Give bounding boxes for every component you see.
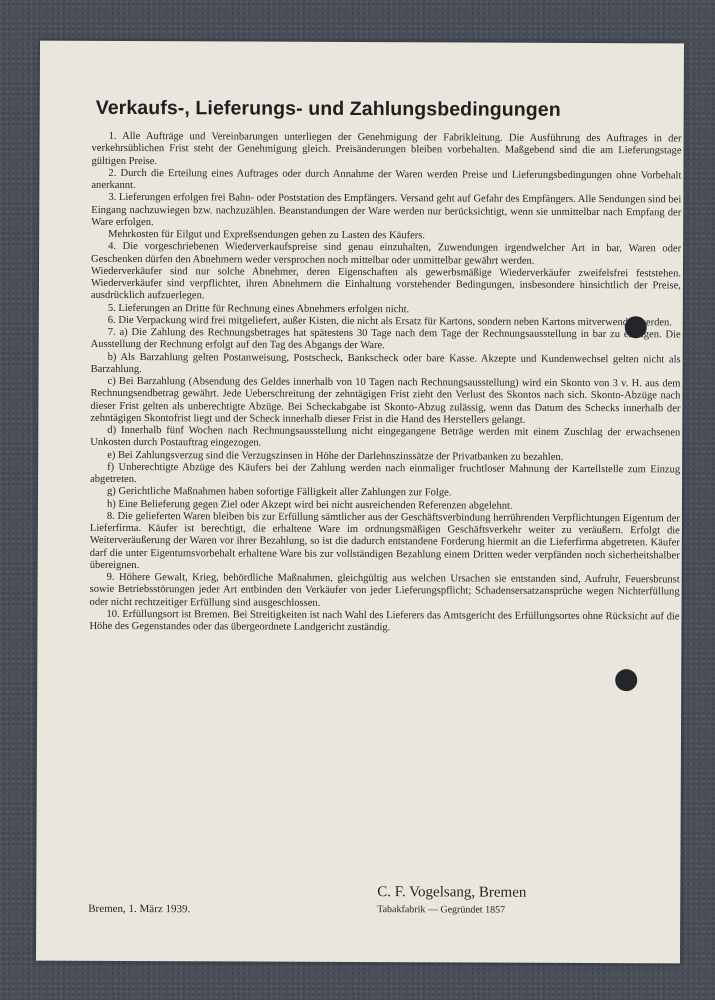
paragraph-10: 10. Erfüllungsort ist Bremen. Bei Streitigkeiten ist nach Wahl des Lieferers das Amtsgericht des Erfüllungsortes ohne Rücksicht auf die Höhe des Gegenstandes oder das übergeordnete Landgericht zuständig. — [89, 608, 680, 634]
paragraph-3-extra-costs: Mehrkosten für Eilgut und Expreßsendungen gehen zu Lasten des Käufers. — [108, 228, 426, 242]
company-name: C. F. Vogelsang, Bremen — [377, 884, 527, 901]
paragraph-5: 5. Lieferungen an Dritte für Rechnung eines Abnehmers erfolgen nicht. — [107, 302, 410, 315]
paragraph-1: 1. Alle Aufträge und Vereinbarungen unterliegen der Genehmigung der Fabrikleitung. Die Ausführung des Auftrages in der verkehrsüblichen Frist steht der Genehmigung gleich. Preisänderungen bleiben vorbehalten. Maßgebend sind die am Lieferungstage gültigen Preise. — [91, 130, 682, 167]
paragraph-3: 3. Lieferungen erfolgen frei Bahn- oder Poststation des Empfängers. Versand geht auf Gefahr des Empfängers. Alle Sendungen sind bei Eingang nachzuwiegen bzw. nachzuzählen. Beanstandungen der Ware werden nur berücksichtigt, wenn sie unmittelbar nach Empfang der Ware erfolgen. — [91, 192, 682, 228]
paragraph-7e: e) Bei Zahlungsverzug sind die Verzugszinsen in Höhe der Darlehnszinssätze der Privatbanken zu bezahlen. — [107, 449, 564, 463]
company-subline: Tabakfabrik — Gegründet 1857 — [377, 904, 506, 916]
punch-hole-bottom — [615, 669, 637, 691]
document-page — [36, 41, 684, 964]
paragraph-8: 8. Die gelieferten Waren bleiben bis zur Erfüllung sämtlicher aus der Geschäftsverbindung herrührenden Verpflichtungen Eigentum der Lieferfirma. Käufer ist berechtigt, die erhaltene Ware im ordnungsmäßigen Geschäftsverkehr weiter zu veräußern. Erfolgt die Weiterveräußerung der Waren vor ihrer Bezahlung, so ist die dadurch entstandene Forderung hiermit an die Lieferfirma abgetreten. Käufer darf die unter Eigentumsvorbehalt erhaltene Ware bis zur vollständigen Bezahlung einem Dritten weder verpfänden noch sicherheitshalber übereignen. — [89, 510, 680, 571]
place-date: Bremen, 1. März 1939. — [88, 902, 191, 916]
paragraph-9: 9. Höhere Gewalt, Krieg, behördliche Maßnahmen, gleichgültig aus welchen Ursachen sie entstanden sind, Aufruhr, Feuersbrunst sowie Betriebsstörungen jeder Art entbinden den Verkäufer von jeder Lieferungspflicht; Schadensersatzansprüche wegen Nichterfüllung oder nicht rechtzeitiger Erfüllung sind ausgeschlossen. — [89, 571, 680, 609]
paragraph-6: 6. Die Verpackung wird frei mitgeliefert, außer Kisten, die nicht als Ersatz für Kartons, sondern neben Kartons mitverwendet werden. — [107, 314, 672, 329]
paragraph-7b: b) Als Barzahlung gelten Postanweisung, Postscheck, Bankscheck oder bare Kasse. Akzepte und Kundenwechsel gelten nicht als Barzahlung. — [90, 351, 681, 375]
terms-body — [89, 131, 681, 636]
paragraph-7d: d) Innerhalb fünf Wochen nach Rechnungsausstellung nicht eingegangene Beträge werden mit einem Zuschlag der erwachsenen Unkosten durch Postauftrag eingezogen. — [90, 424, 681, 449]
paragraph-7f: f) Unberechtigte Abzüge des Käufers bei der Zahlung werden nach einmaliger fruchtloser Mahnung der Kartellstelle zum Einzug abgetreten. — [90, 461, 681, 486]
document-title: Verkaufs-, Lieferungs- und Zahlungsbedingungen — [95, 96, 561, 121]
paragraph-7h: h) Eine Belieferung gegen Ziel oder Akzept wird bei nicht ausreichenden Referenzen abgelehnt. — [106, 498, 513, 512]
paragraph-4-resellers: Wiederverkäufer sind nur solche Abnehmer, deren Eigenschaften als gewerbsmäßige Wiederverkäufer zweifelsfrei feststehen. Wiederverkäufer sind verpflichtet, ihren Abnehmern die Einhaltung vorstehender Bedingungen, insbesondere hinsichtlich der Preise, ausdrücklich aufzuerlegen. — [90, 265, 682, 302]
company-signature — [377, 884, 526, 916]
paragraph-2: 2. Durch die Erteilung eines Auftrages oder durch Annahme der Waren werden Preise und Lieferungsbedingungen ohne Vorbehalt anerkannt. — [91, 167, 682, 192]
paragraph-7g: g) Gerichtliche Maßnahmen haben sofortige Fälligkeit aller Zahlungen zur Folge. — [107, 486, 452, 499]
paragraph-7a: 7. a) Die Zahlung des Rechnungsbetrages hat spätestens 30 Tage nach dem Tage der Rechnungsausstellung in bar zu erfolgen. Die Ausstellung der Rechnung erfolgt auf den Tag des Abgangs der Ware. — [90, 326, 681, 352]
paragraph-7c: c) Bei Barzahlung (Absendung des Geldes innerhalb von 10 Tagen nach Rechnungsausstellung) wird ein Skonto von 3 v. H. aus dem Rechnungsendbetrag gewährt. Jede Ueberschreitung der zehntägigen Frist zieht den Verlust des Skontos nach sich. Skonto-Abzüge nach dieser Frist gelten als unberechtigte Abzüge. Bei Scheckabgabe ist Skonto-Abzug zulässig, wenn das Datum des Schecks innerhalb der zehntägigen Skontofrist liegt und der Scheck innerhalb dieser Frist in die Hand des Herstellers gelangt. — [90, 375, 681, 426]
paragraph-4: 4. Die vorgeschriebenen Wiederverkaufspreise sind genau einzuhalten, Zuwendungen irgendwelcher Art in bar, Waren oder Geschenken dürfen den Abnehmern weder versprochen noch mittelbar oder unmittelbar gewährt werden. — [91, 241, 682, 267]
